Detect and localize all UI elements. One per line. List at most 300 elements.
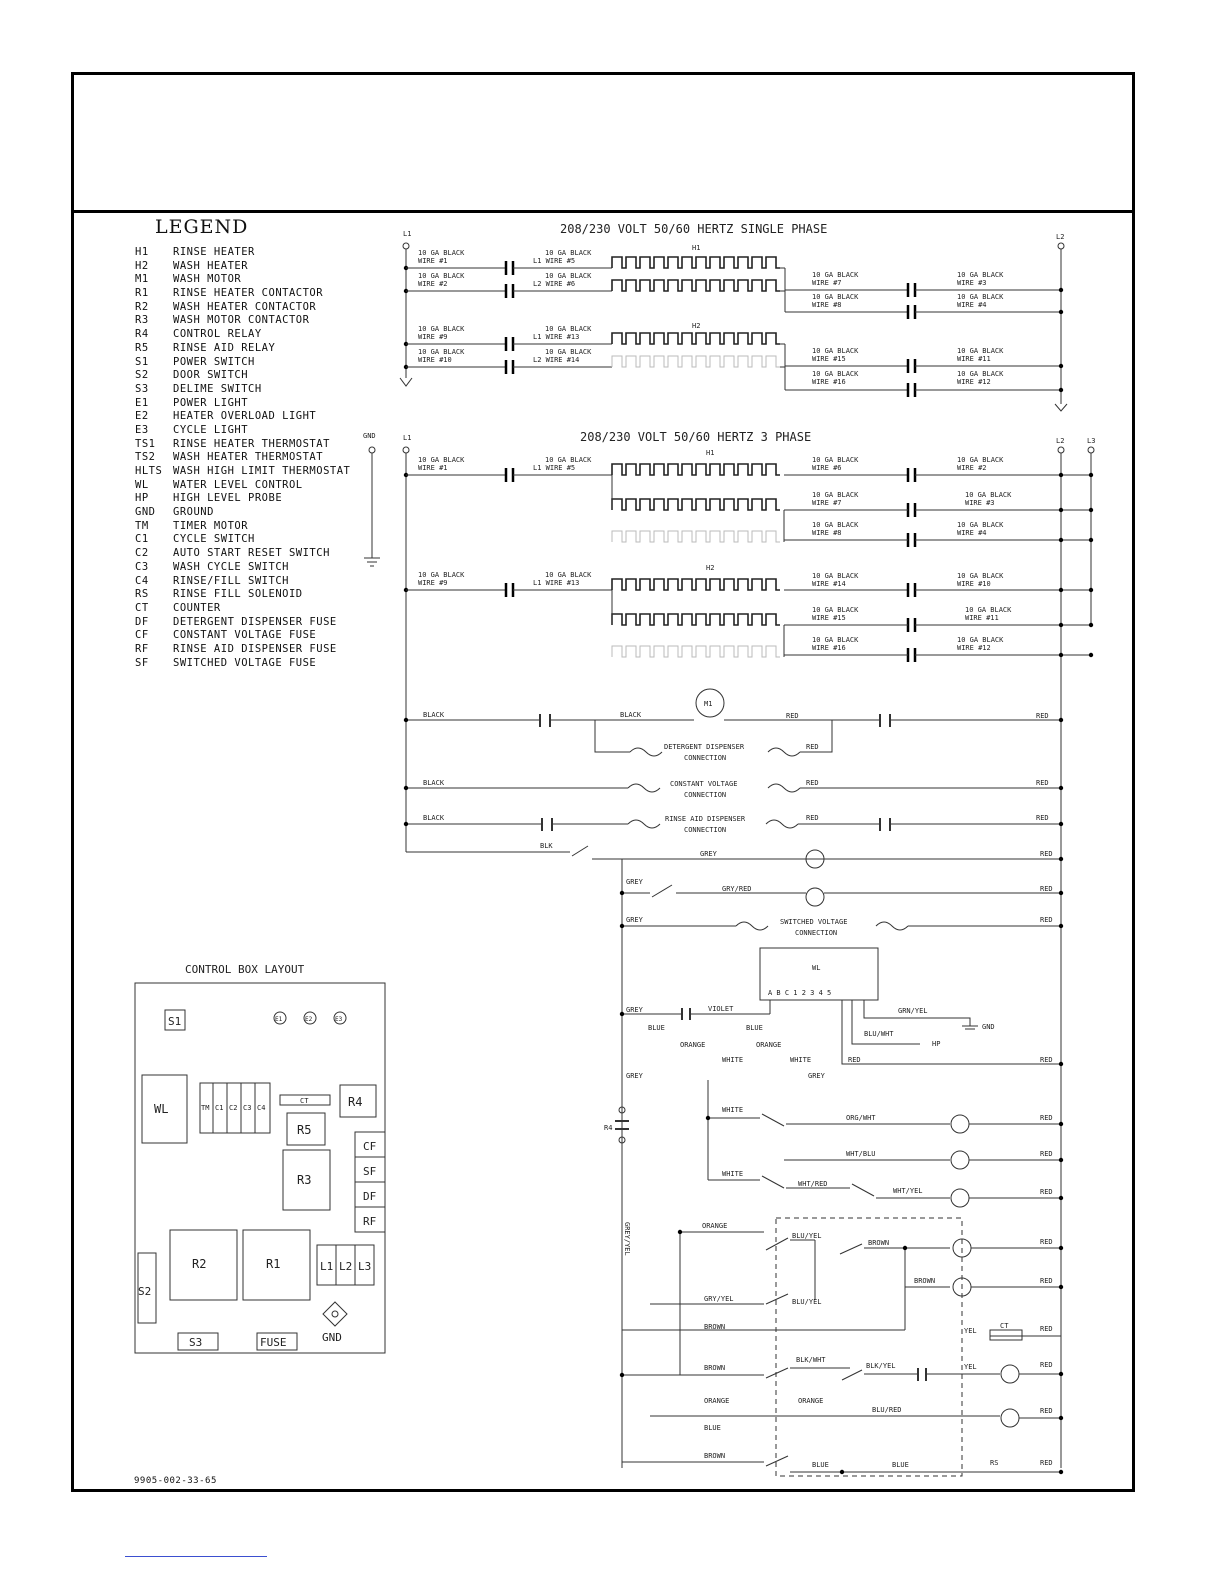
junction-dot [1059, 1062, 1063, 1066]
legend-code: RS [135, 588, 149, 601]
svg-text:WIRE #15: WIRE #15 [812, 614, 846, 622]
svg-text:WIRE #7: WIRE #7 [812, 499, 842, 507]
junction-dot [1059, 538, 1063, 542]
svg-text:RINSE AID DISPENSER: RINSE AID DISPENSER [665, 815, 746, 823]
document-number: 9905-002-33-65 [134, 1476, 217, 1486]
legend-description: CYCLE SWITCH [173, 533, 255, 546]
svg-text:L3: L3 [358, 1260, 372, 1273]
svg-text:WIRE #7: WIRE #7 [812, 279, 842, 287]
svg-text:GREY: GREY [700, 850, 717, 858]
legend-description: DETERGENT DISPENSER FUSE [173, 615, 337, 628]
svg-text:VIOLET: VIOLET [708, 1005, 734, 1013]
svg-text:BLK: BLK [540, 842, 553, 850]
svg-text:WIRE #14: WIRE #14 [812, 580, 846, 588]
svg-text:L2 WIRE #6: L2 WIRE #6 [533, 280, 576, 288]
junction-dot [1059, 653, 1063, 657]
svg-text:R5: R5 [297, 1123, 312, 1137]
legend-description: TIMER MOTOR [173, 519, 249, 532]
svg-text:WIRE #4: WIRE #4 [957, 529, 987, 537]
svg-text:S2: S2 [138, 1285, 152, 1298]
svg-text:L2: L2 [1056, 437, 1065, 445]
svg-text:ORANGE: ORANGE [680, 1041, 706, 1049]
svg-text:WIRE #8: WIRE #8 [812, 301, 842, 309]
junction-dot [1059, 1246, 1063, 1250]
svg-text:RED: RED [1040, 1056, 1053, 1064]
svg-text:CONNECTION: CONNECTION [684, 826, 727, 834]
svg-text:10 GA BLACK: 10 GA BLACK [957, 293, 1004, 301]
legend-code: TS2 [135, 451, 156, 464]
svg-text:L1 WIRE #13: L1 WIRE #13 [533, 333, 580, 341]
svg-text:WIRE #8: WIRE #8 [812, 529, 842, 537]
svg-text:WHITE: WHITE [722, 1106, 744, 1114]
svg-text:10 GA BLACK: 10 GA BLACK [812, 636, 859, 644]
svg-text:10 GA BLACK: 10 GA BLACK [957, 271, 1004, 279]
svg-text:L2: L2 [1056, 233, 1065, 241]
legend-code: S3 [135, 382, 149, 395]
legend-description: RINSE HEATER THERMOSTAT [173, 437, 330, 450]
svg-text:ORANGE: ORANGE [756, 1041, 782, 1049]
heater-element [612, 614, 780, 625]
legend-code: R3 [135, 314, 149, 327]
legend-description: RINSE AID DISPENSER FUSE [173, 642, 337, 655]
junction-dot [620, 1373, 624, 1377]
legend-description: GROUND [173, 506, 214, 519]
legend-description: CYCLE LIGHT [173, 423, 249, 436]
svg-text:RED: RED [1040, 1277, 1053, 1285]
svg-text:L1 WIRE #5: L1 WIRE #5 [533, 257, 576, 265]
svg-text:L1: L1 [320, 1260, 334, 1273]
svg-text:C1: C1 [215, 1104, 224, 1112]
svg-text:10 GA BLACK: 10 GA BLACK [545, 571, 592, 579]
svg-text:DF: DF [363, 1190, 377, 1203]
svg-text:HP: HP [932, 1040, 941, 1048]
svg-text:R1: R1 [266, 1257, 281, 1271]
svg-text:E1: E1 [275, 1016, 283, 1023]
svg-text:GREY: GREY [626, 916, 643, 924]
svg-text:L1 WIRE #5: L1 WIRE #5 [533, 464, 576, 472]
svg-text:10 GA BLACK: 10 GA BLACK [812, 521, 859, 529]
legend-code: RF [135, 642, 149, 655]
single-phase-title: 208/230 VOLT 50/60 HERTZ SINGLE PHASE [560, 222, 828, 236]
heater-element [612, 280, 780, 291]
svg-text:10 GA BLACK: 10 GA BLACK [812, 347, 859, 355]
svg-text:BROWN: BROWN [704, 1452, 726, 1460]
svg-text:S1: S1 [168, 1015, 182, 1028]
junction-dot [706, 1116, 710, 1120]
junction-dot [1059, 364, 1063, 368]
svg-text:RED: RED [806, 814, 819, 822]
timer-cam-boundary [776, 1218, 962, 1476]
junction-dot [1059, 1196, 1063, 1200]
svg-text:10 GA BLACK: 10 GA BLACK [545, 348, 592, 356]
svg-text:BLU/YEL: BLU/YEL [792, 1298, 822, 1306]
legend-description: WATER LEVEL CONTROL [173, 478, 303, 491]
svg-text:WIRE #11: WIRE #11 [957, 355, 991, 363]
svg-text:L1 WIRE #13: L1 WIRE #13 [533, 579, 580, 587]
svg-text:BLUE: BLUE [746, 1024, 763, 1032]
legend-code: R2 [135, 300, 149, 313]
legend-description: SWITCHED VOLTAGE FUSE [173, 656, 317, 669]
legend-description: POWER LIGHT [173, 396, 249, 409]
legend-description: HIGH LEVEL PROBE [173, 492, 283, 505]
svg-text:10 GA BLACK: 10 GA BLACK [545, 456, 592, 464]
junction-dot [1059, 508, 1063, 512]
svg-text:10 GA BLACK: 10 GA BLACK [812, 370, 859, 378]
svg-text:10 GA BLACK: 10 GA BLACK [545, 249, 592, 257]
svg-text:WIRE #2: WIRE #2 [418, 280, 448, 288]
svg-text:YEL: YEL [964, 1327, 977, 1335]
legend-description: WASH HIGH LIMIT THERMOSTAT [173, 465, 351, 477]
legend-code: CF [135, 629, 149, 642]
legend-description: RINSE AID RELAY [173, 341, 276, 354]
svg-text:10 GA BLACK: 10 GA BLACK [957, 347, 1004, 355]
svg-text:WIRE #16: WIRE #16 [812, 644, 846, 652]
svg-text:C2: C2 [229, 1104, 238, 1112]
junction-dot [1059, 473, 1063, 477]
svg-text:RED: RED [1040, 885, 1053, 893]
svg-text:10 GA BLACK: 10 GA BLACK [545, 272, 592, 280]
svg-text:L2 WIRE #14: L2 WIRE #14 [533, 356, 580, 364]
legend-code: HLTS [135, 465, 163, 477]
svg-text:10 GA BLACK: 10 GA BLACK [812, 456, 859, 464]
svg-text:WIRE #11: WIRE #11 [965, 614, 999, 622]
svg-text:YEL: YEL [964, 1363, 977, 1371]
legend-description: WASH HEATER THERMOSTAT [173, 451, 324, 464]
svg-text:CONNECTION: CONNECTION [795, 929, 838, 937]
svg-text:WIRE #1: WIRE #1 [418, 464, 448, 472]
svg-text:H1: H1 [692, 244, 701, 252]
legend-code: E3 [135, 423, 149, 436]
legend-code: C2 [135, 547, 149, 560]
svg-text:GND: GND [982, 1023, 995, 1031]
legend-code: HP [135, 492, 149, 505]
svg-text:BLU/RED: BLU/RED [872, 1406, 902, 1414]
svg-text:10 GA BLACK: 10 GA BLACK [812, 572, 859, 580]
junction-dot [1059, 388, 1063, 392]
svg-text:R4: R4 [348, 1095, 363, 1109]
svg-text:WHITE: WHITE [722, 1170, 744, 1178]
svg-text:L1: L1 [403, 230, 412, 238]
junction-dot [1089, 653, 1093, 657]
svg-text:SWITCHED VOLTAGE: SWITCHED VOLTAGE [780, 918, 848, 926]
cb-gnd-lug [323, 1302, 347, 1326]
legend-code: C1 [135, 533, 149, 546]
svg-text:BROWN: BROWN [704, 1323, 726, 1331]
svg-text:WIRE #10: WIRE #10 [957, 580, 991, 588]
r2-coil [951, 1189, 969, 1207]
svg-text:WHT/BLU: WHT/BLU [846, 1150, 876, 1158]
heater-element [612, 646, 780, 657]
svg-text:RED: RED [786, 712, 799, 720]
svg-text:10 GA BLACK: 10 GA BLACK [812, 271, 859, 279]
svg-text:BLACK: BLACK [423, 814, 445, 822]
e2-light [951, 1151, 969, 1169]
svg-text:GREY: GREY [626, 878, 643, 886]
legend-code: H1 [135, 246, 149, 258]
legend-description: RINSE/FILL SWITCH [173, 574, 289, 587]
svg-text:BLUE: BLUE [892, 1461, 909, 1469]
junction-dot [620, 891, 624, 895]
legend-description: RINSE FILL SOLENOID [173, 588, 303, 601]
svg-text:WHITE: WHITE [790, 1056, 812, 1064]
junction-dot [1059, 623, 1063, 627]
legend-description: CONSTANT VOLTAGE FUSE [173, 629, 317, 642]
legend-description: POWER SWITCH [173, 355, 255, 368]
svg-text:GREY: GREY [626, 1072, 643, 1080]
svg-text:WIRE #15: WIRE #15 [812, 355, 846, 363]
svg-text:RED: RED [1040, 1459, 1053, 1467]
legend-title: LEGEND [155, 216, 249, 238]
svg-text:CF: CF [363, 1140, 377, 1153]
svg-text:WHT/RED: WHT/RED [798, 1180, 828, 1188]
legend-code: SF [135, 656, 149, 669]
svg-text:RED: RED [1040, 1188, 1053, 1196]
svg-text:WIRE #6: WIRE #6 [812, 464, 842, 472]
svg-text:GND: GND [322, 1331, 342, 1344]
svg-text:R2: R2 [192, 1257, 207, 1271]
svg-text:10 GA BLACK: 10 GA BLACK [812, 606, 859, 614]
svg-text:10 GA BLACK: 10 GA BLACK [418, 348, 465, 356]
junction-dot [1059, 1122, 1063, 1126]
svg-text:ORANGE: ORANGE [798, 1397, 824, 1405]
svg-text:FUSE: FUSE [260, 1336, 287, 1349]
legend-code: GND [135, 506, 156, 519]
svg-text:M1: M1 [704, 700, 713, 708]
svg-text:RED: RED [1040, 850, 1053, 858]
legend-code: C4 [135, 574, 149, 587]
junction-dot [903, 1246, 907, 1250]
svg-text:BLK/YEL: BLK/YEL [866, 1362, 896, 1370]
legend-code: R5 [135, 341, 149, 354]
svg-text:WIRE #2: WIRE #2 [957, 464, 987, 472]
svg-text:GREY: GREY [626, 1006, 643, 1014]
legend-description: WASH MOTOR [173, 273, 242, 286]
svg-text:GND: GND [363, 432, 376, 440]
svg-text:BROWN: BROWN [914, 1277, 936, 1285]
svg-text:BLU/YEL: BLU/YEL [792, 1232, 822, 1240]
legend-description: WASH HEATER [173, 259, 249, 272]
legend-description: DOOR SWITCH [173, 369, 249, 382]
svg-text:GRY/RED: GRY/RED [722, 885, 752, 893]
svg-text:CONNECTION: CONNECTION [684, 791, 727, 799]
legend-code: DF [135, 615, 149, 628]
legend-code: E1 [135, 396, 149, 409]
svg-text:ORANGE: ORANGE [704, 1397, 730, 1405]
legend-description: CONTROL RELAY [173, 328, 262, 341]
heater-element [612, 531, 780, 542]
svg-text:L3: L3 [1087, 437, 1096, 445]
svg-text:WIRE #10: WIRE #10 [418, 356, 452, 364]
svg-text:CONNECTION: CONNECTION [684, 754, 727, 762]
legend-description: WASH HEATER CONTACTOR [173, 300, 317, 313]
junction-dot [1059, 1470, 1063, 1474]
svg-text:DETERGENT DISPENSER: DETERGENT DISPENSER [664, 743, 745, 751]
svg-text:10 GA BLACK: 10 GA BLACK [957, 521, 1004, 529]
svg-text:WIRE #1: WIRE #1 [418, 257, 448, 265]
svg-text:RED: RED [848, 1056, 861, 1064]
junction-dot [1089, 623, 1093, 627]
svg-text:WIRE #9: WIRE #9 [418, 579, 448, 587]
junction-dot [1059, 822, 1063, 826]
svg-text:10 GA BLACK: 10 GA BLACK [957, 572, 1004, 580]
legend-code: S1 [135, 355, 149, 368]
svg-text:10 GA BLACK: 10 GA BLACK [957, 370, 1004, 378]
three-phase-diagram [363, 430, 1095, 1468]
svg-text:C4: C4 [257, 1104, 266, 1112]
svg-text:RED: RED [1036, 814, 1049, 822]
junction-dot [1059, 891, 1063, 895]
svg-text:H2: H2 [692, 322, 701, 330]
svg-text:S3: S3 [189, 1336, 203, 1349]
svg-text:GRY/YEL: GRY/YEL [704, 1295, 734, 1303]
svg-text:WIRE #9: WIRE #9 [418, 333, 448, 341]
svg-text:BLK/WHT: BLK/WHT [796, 1356, 826, 1364]
svg-text:WIRE #12: WIRE #12 [957, 644, 991, 652]
heater-element [612, 579, 780, 590]
svg-text:A B C 1 2 3 4 5: A B C 1 2 3 4 5 [768, 989, 832, 997]
legend-description: AUTO START RESET SWITCH [173, 547, 330, 560]
svg-text:RED: RED [1040, 1361, 1053, 1369]
control-box-outline [135, 983, 385, 1353]
svg-text:BLUE: BLUE [704, 1424, 721, 1432]
heater-element [612, 356, 780, 367]
svg-text:L1: L1 [403, 434, 412, 442]
svg-text:GREY: GREY [808, 1072, 825, 1080]
r5-coil [1001, 1409, 1019, 1427]
heater-element [612, 499, 780, 510]
svg-text:TM: TM [201, 1104, 210, 1112]
svg-text:ORG/WHT: ORG/WHT [846, 1114, 876, 1122]
svg-text:10 GA BLACK: 10 GA BLACK [545, 325, 592, 333]
junction-dot [1059, 786, 1063, 790]
legend-description: COUNTER [173, 601, 221, 614]
single-phase-diagram [400, 222, 1067, 411]
svg-text:RED: RED [806, 779, 819, 787]
junction-dot [1089, 473, 1093, 477]
svg-text:BROWN: BROWN [868, 1239, 890, 1247]
svg-text:C3: C3 [243, 1104, 252, 1112]
legend-code: WL [135, 478, 149, 491]
junction-dot [1059, 310, 1063, 314]
control-box-layout [135, 963, 385, 1353]
heater-element [612, 464, 780, 475]
junction-dot [1059, 718, 1063, 722]
svg-text:BLUE: BLUE [648, 1024, 665, 1032]
junction-dot [1089, 538, 1093, 542]
junction-dot [1059, 1416, 1063, 1420]
svg-text:WIRE #3: WIRE #3 [957, 279, 987, 287]
svg-text:RED: RED [1040, 1114, 1053, 1122]
svg-text:RED: RED [1036, 779, 1049, 787]
svg-text:BROWN: BROWN [704, 1364, 726, 1372]
svg-text:WIRE #3: WIRE #3 [965, 499, 995, 507]
svg-text:WHT/YEL: WHT/YEL [893, 1187, 923, 1195]
svg-text:BLU/WHT: BLU/WHT [864, 1030, 894, 1038]
svg-text:E3: E3 [335, 1016, 343, 1023]
svg-text:10 GA BLACK: 10 GA BLACK [418, 272, 465, 280]
svg-text:R3: R3 [297, 1173, 312, 1187]
junction-dot [840, 1470, 844, 1474]
heater-element [612, 333, 780, 344]
junction-dot [404, 822, 408, 826]
svg-text:RED: RED [1040, 1407, 1053, 1415]
junction-dot [404, 786, 408, 790]
junction-dot [1059, 924, 1063, 928]
three-phase-title: 208/230 VOLT 50/60 HERTZ 3 PHASE [580, 430, 812, 444]
svg-text:GRN/YEL: GRN/YEL [898, 1007, 928, 1015]
junction-dot [620, 924, 624, 928]
svg-text:WL: WL [812, 964, 821, 972]
svg-text:WIRE #16: WIRE #16 [812, 378, 846, 386]
svg-text:BLACK: BLACK [620, 711, 642, 719]
legend-description: RINSE HEATER CONTACTOR [173, 287, 324, 300]
svg-text:10 GA BLACK: 10 GA BLACK [957, 456, 1004, 464]
svg-text:SF: SF [363, 1165, 377, 1178]
junction-dot [1059, 1158, 1063, 1162]
svg-text:10 GA BLACK: 10 GA BLACK [965, 606, 1012, 614]
legend-description: HEATER OVERLOAD LIGHT [173, 410, 317, 423]
svg-text:H1: H1 [706, 449, 715, 457]
junction-dot [1059, 588, 1063, 592]
svg-text:10 GA BLACK: 10 GA BLACK [418, 325, 465, 333]
svg-text:RS: RS [990, 1459, 999, 1467]
junction-dot [620, 1012, 624, 1016]
control-box-title: CONTROL BOX LAYOUT [185, 963, 305, 976]
svg-text:10 GA BLACK: 10 GA BLACK [965, 491, 1012, 499]
junction-dot [404, 718, 408, 722]
junction-dot [1089, 508, 1093, 512]
legend-code: H2 [135, 259, 149, 272]
legend-code: R4 [135, 328, 149, 341]
legend-description: DELIME SWITCH [173, 382, 262, 395]
legend-code: S2 [135, 369, 149, 382]
svg-text:10 GA BLACK: 10 GA BLACK [957, 636, 1004, 644]
svg-text:WHITE: WHITE [722, 1056, 744, 1064]
legend-description: RINSE HEATER [173, 246, 255, 258]
svg-text:10 GA BLACK: 10 GA BLACK [418, 456, 465, 464]
ct-counter [990, 1330, 1022, 1340]
svg-text:E2: E2 [305, 1016, 313, 1023]
svg-text:BLACK: BLACK [423, 711, 445, 719]
junction-dot [1089, 588, 1093, 592]
legend-code: CT [135, 601, 149, 614]
legend-description: WASH MOTOR CONTACTOR [173, 314, 310, 327]
legend-code: C3 [135, 560, 149, 573]
svg-text:L2: L2 [339, 1260, 353, 1273]
svg-text:WIRE #4: WIRE #4 [957, 301, 987, 309]
legend-description: WASH CYCLE SWITCH [173, 560, 289, 573]
svg-text:WIRE #12: WIRE #12 [957, 378, 991, 386]
svg-text:RF: RF [363, 1215, 377, 1228]
r4-coil [806, 888, 824, 906]
r1-coil [951, 1115, 969, 1133]
svg-text:GREY/YEL: GREY/YEL [623, 1222, 631, 1256]
svg-text:ORANGE: ORANGE [702, 1222, 728, 1230]
svg-text:CT: CT [300, 1097, 309, 1105]
svg-text:CT: CT [1000, 1322, 1009, 1330]
junction-dot [1059, 857, 1063, 861]
junction-dot [1059, 288, 1063, 292]
svg-text:WL: WL [154, 1102, 169, 1116]
svg-text:RED: RED [1040, 1238, 1053, 1246]
control-circuit [406, 689, 1061, 1476]
svg-text:BLUE: BLUE [812, 1461, 829, 1469]
svg-text:CONSTANT VOLTAGE: CONSTANT VOLTAGE [670, 780, 738, 788]
legend-code: TM [135, 519, 149, 532]
svg-text:10 GA BLACK: 10 GA BLACK [812, 293, 859, 301]
legend-code: R1 [135, 287, 149, 300]
svg-text:H2: H2 [706, 564, 715, 572]
